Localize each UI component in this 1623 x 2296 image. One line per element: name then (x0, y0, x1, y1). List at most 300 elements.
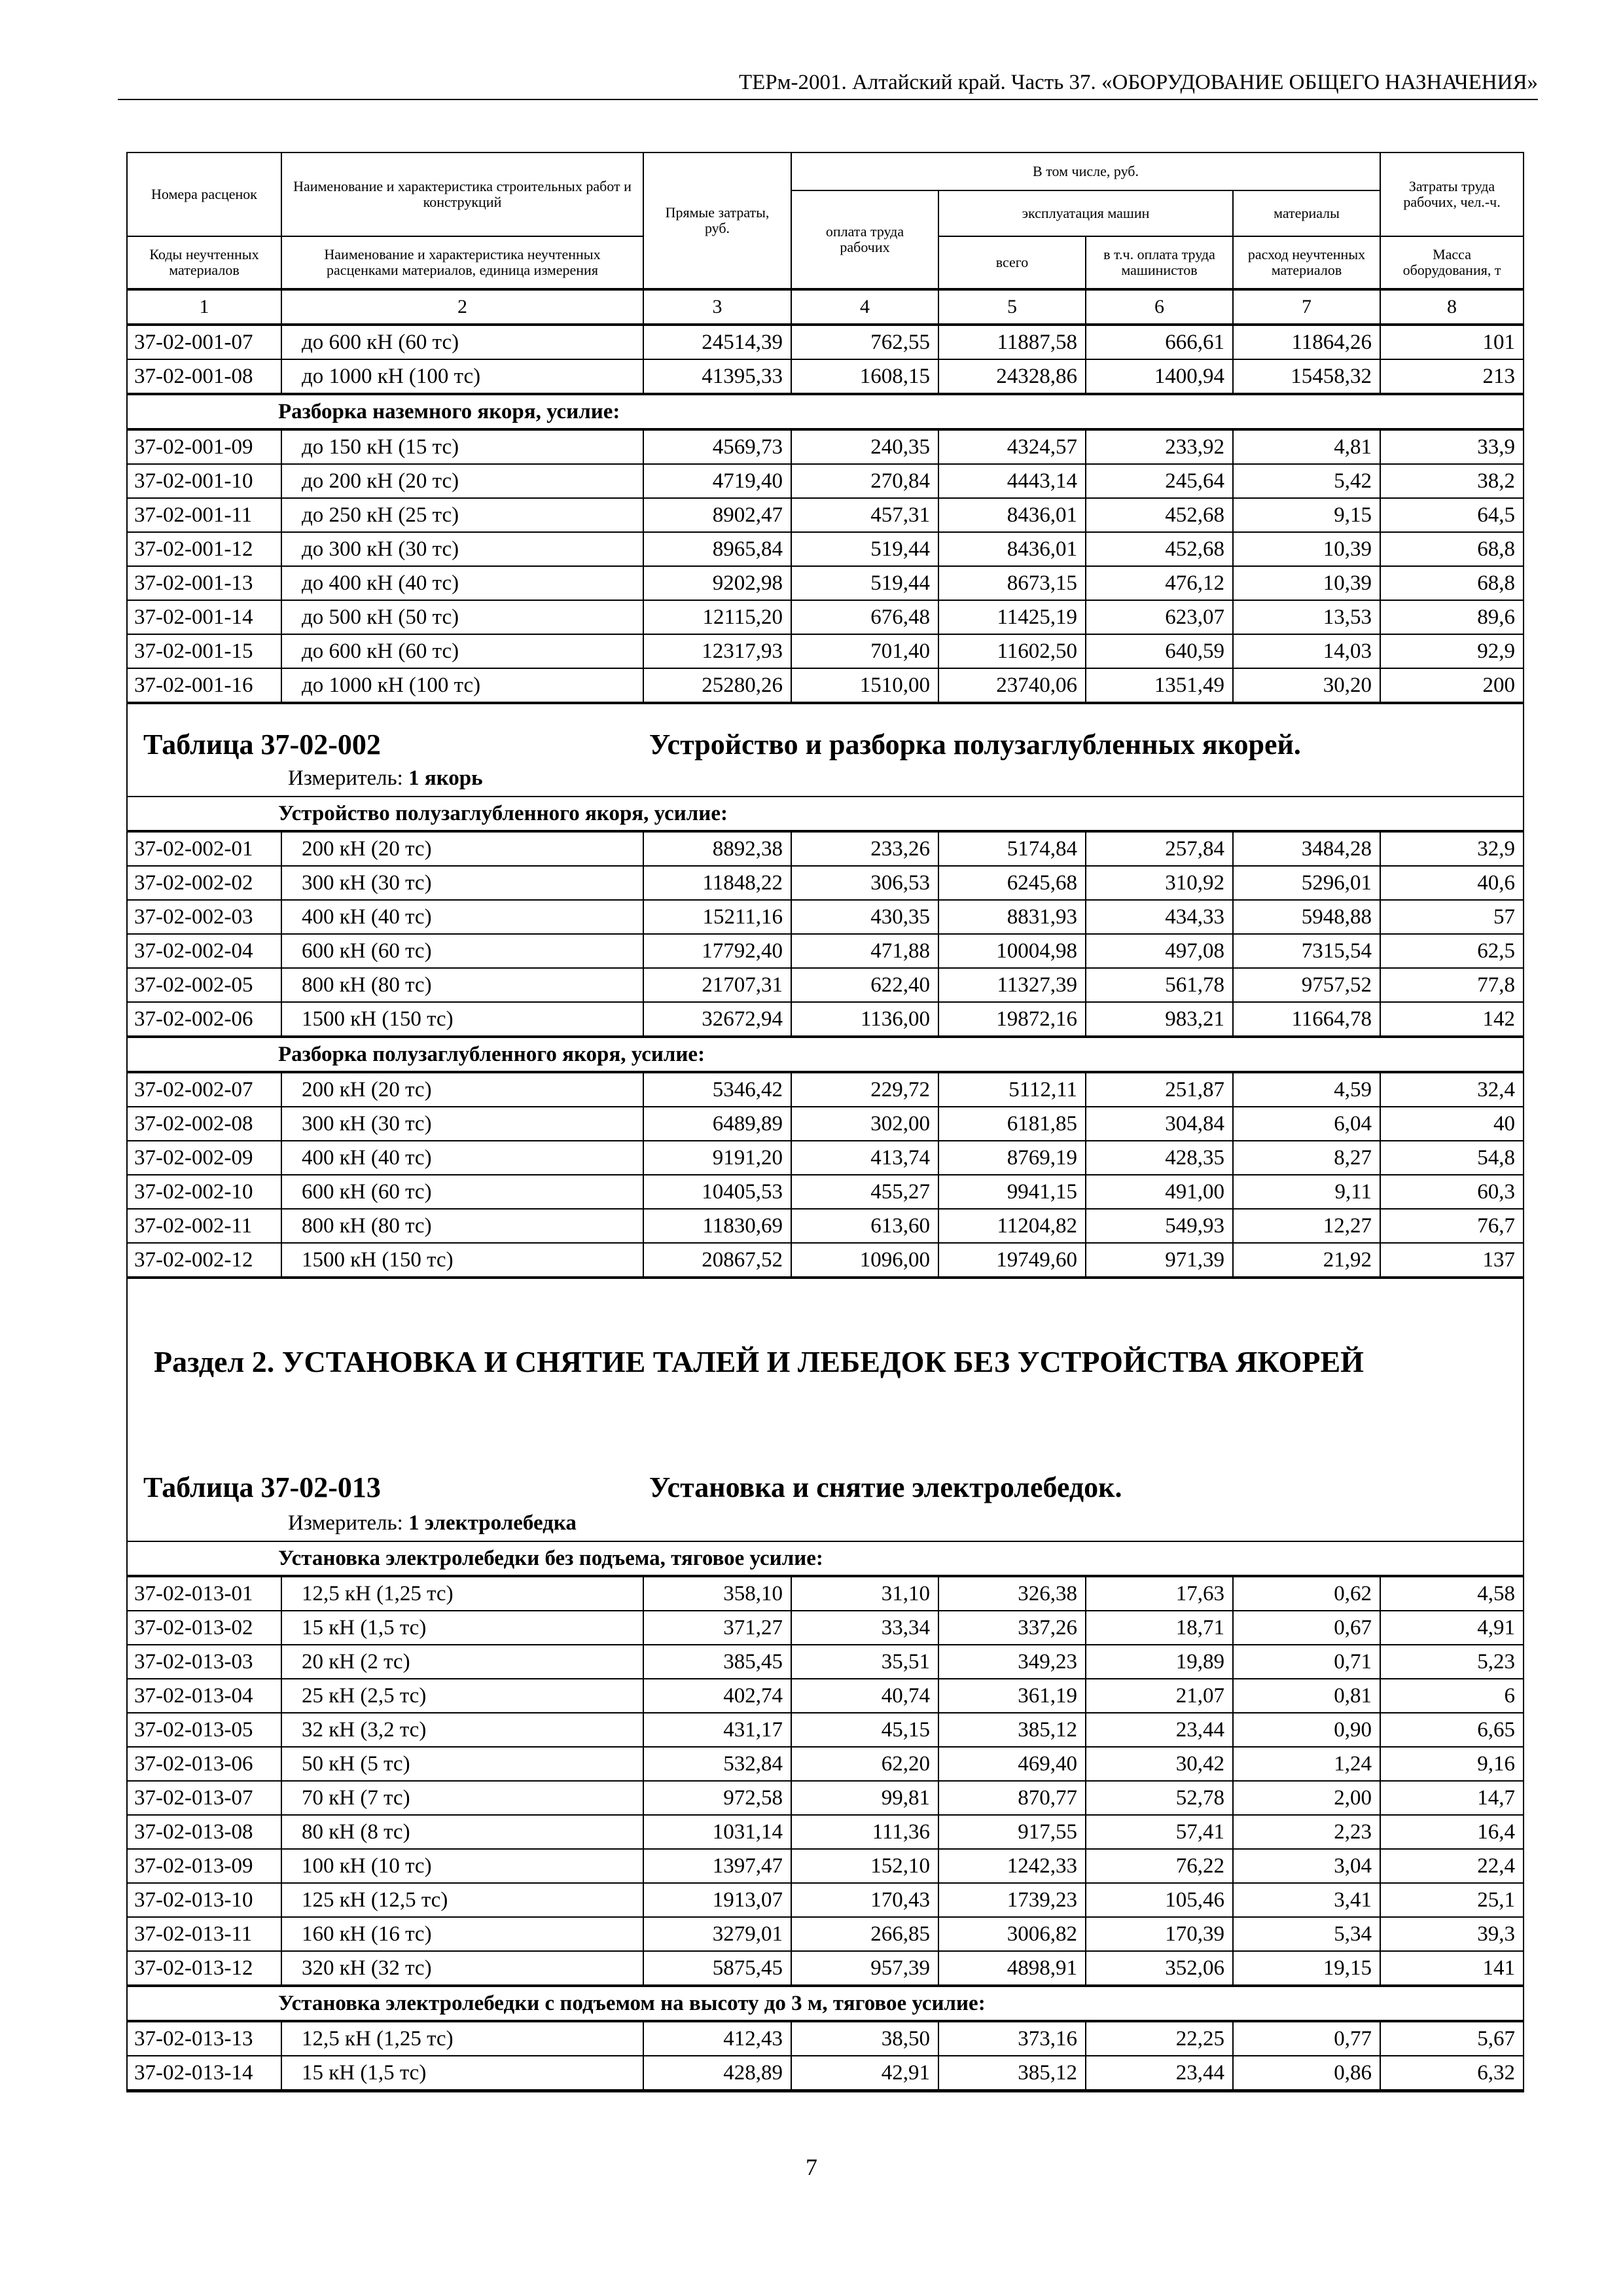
work-name: 12,5 кН (1,25 тс) (281, 1577, 643, 1611)
materials-cost: 8,27 (1233, 1141, 1380, 1175)
direct-costs: 1397,47 (643, 1849, 791, 1883)
table-row (128, 1781, 1523, 1815)
direct-costs: 1913,07 (643, 1883, 791, 1917)
col-rate-numbers: Номера расценок (128, 152, 281, 236)
col-including: В том числе, руб. (791, 152, 1380, 190)
rate-code: 37-02-002-08 (128, 1107, 281, 1141)
labor-pay: 613,60 (791, 1209, 938, 1243)
labor-hours: 32,4 (1380, 1073, 1523, 1107)
materials-cost: 4,81 (1233, 430, 1380, 464)
operators-pay: 476,12 (1086, 566, 1233, 600)
labor-pay: 240,35 (791, 430, 938, 464)
machines-total: 6181,85 (938, 1107, 1086, 1141)
col-direct-costs: Прямые затраты, руб. (643, 152, 791, 289)
operators-pay: 491,00 (1086, 1175, 1233, 1209)
work-name: до 1000 кН (100 тс) (281, 668, 643, 702)
labor-pay: 1136,00 (791, 1002, 938, 1036)
operators-pay: 1351,49 (1086, 668, 1233, 702)
materials-cost: 4,59 (1233, 1073, 1380, 1107)
direct-costs: 20867,52 (643, 1243, 791, 1277)
subheading: Установка электролебедки без подъема, тяговое усилие: (128, 1541, 1523, 1575)
materials-cost: 2,23 (1233, 1815, 1380, 1849)
labor-pay: 233,26 (791, 832, 938, 866)
direct-costs: 12317,93 (643, 634, 791, 668)
table-row (128, 1645, 1523, 1679)
machines-total: 11887,58 (938, 325, 1086, 359)
direct-costs: 1031,14 (643, 1815, 791, 1849)
labor-pay: 33,34 (791, 1611, 938, 1645)
labor-pay: 957,39 (791, 1951, 938, 1985)
operators-pay: 170,39 (1086, 1917, 1233, 1951)
rate-code: 37-02-013-06 (128, 1747, 281, 1781)
labor-hours: 40 (1380, 1107, 1523, 1141)
materials-cost: 11664,78 (1233, 1002, 1380, 1036)
labor-hours: 76,7 (1380, 1209, 1523, 1243)
direct-costs: 17792,40 (643, 934, 791, 968)
col-labor-hours: Затраты труда рабочих, чел.-ч. (1380, 152, 1523, 236)
col-number: 7 (1233, 290, 1380, 324)
operators-pay: 18,71 (1086, 1611, 1233, 1645)
labor-pay: 45,15 (791, 1713, 938, 1747)
table-row (128, 532, 1523, 566)
work-name: 70 кН (7 тс) (281, 1781, 643, 1815)
operators-pay: 452,68 (1086, 498, 1233, 532)
labor-hours: 16,4 (1380, 1815, 1523, 1849)
table-row (128, 968, 1523, 1002)
operators-pay: 23,44 (1086, 2056, 1233, 2090)
col-machines: эксплуатация машин (938, 190, 1233, 236)
subheading: Разборка наземного якоря, усилие: (128, 395, 1523, 429)
rate-code: 37-02-013-07 (128, 1781, 281, 1815)
rate-code: 37-02-013-09 (128, 1849, 281, 1883)
table-title-002 (128, 703, 1523, 763)
rate-code: 37-02-013-01 (128, 1577, 281, 1611)
col-number: 1 (128, 290, 281, 324)
direct-costs: 8892,38 (643, 832, 791, 866)
work-name: до 600 кН (60 тс) (281, 325, 643, 359)
direct-costs: 402,74 (643, 1679, 791, 1713)
direct-costs: 24514,39 (643, 325, 791, 359)
materials-cost: 0,71 (1233, 1645, 1380, 1679)
table-row (128, 430, 1523, 464)
labor-hours: 77,8 (1380, 968, 1523, 1002)
work-name: 600 кН (60 тс) (281, 934, 643, 968)
labor-pay: 306,53 (791, 866, 938, 900)
rate-code: 37-02-002-02 (128, 866, 281, 900)
direct-costs: 5875,45 (643, 1951, 791, 1985)
labor-hours: 4,91 (1380, 1611, 1523, 1645)
materials-cost: 0,86 (1233, 2056, 1380, 2090)
work-name: до 600 кН (60 тс) (281, 634, 643, 668)
machines-total: 385,12 (938, 2056, 1086, 2090)
direct-costs: 371,27 (643, 1611, 791, 1645)
rate-rows-002-b (128, 1072, 1523, 1278)
rate-rows-001-b (128, 429, 1523, 703)
materials-cost: 10,39 (1233, 532, 1380, 566)
labor-hours: 39,3 (1380, 1917, 1523, 1951)
subheading-row (128, 1037, 1523, 1072)
col-material-consumption: расход неучтенных материалов (1233, 236, 1380, 289)
materials-cost: 7315,54 (1233, 934, 1380, 968)
work-name: 1500 кН (150 тс) (281, 1243, 643, 1277)
col-number: 2 (281, 290, 643, 324)
rate-code: 37-02-013-04 (128, 1679, 281, 1713)
rate-code: 37-02-001-14 (128, 600, 281, 634)
labor-pay: 413,74 (791, 1141, 938, 1175)
labor-hours: 213 (1380, 359, 1523, 393)
col-equipment-mass: Масса оборудования, т (1380, 236, 1523, 289)
col-materials: материалы (1233, 190, 1380, 236)
machines-total: 3006,82 (938, 1917, 1086, 1951)
machines-total: 1242,33 (938, 1849, 1086, 1883)
subheading-row (128, 394, 1523, 429)
table-row (128, 866, 1523, 900)
rate-code: 37-02-002-07 (128, 1073, 281, 1107)
materials-cost: 9,11 (1233, 1175, 1380, 1209)
direct-costs: 21707,31 (643, 968, 791, 1002)
direct-costs: 8902,47 (643, 498, 791, 532)
col-number: 5 (938, 290, 1086, 324)
table-row (128, 600, 1523, 634)
work-name: до 200 кН (20 тс) (281, 464, 643, 498)
work-name: 800 кН (80 тс) (281, 1209, 643, 1243)
labor-hours: 5,67 (1380, 2022, 1523, 2056)
table-row (128, 325, 1523, 359)
labor-hours: 60,3 (1380, 1175, 1523, 1209)
table-row (128, 668, 1523, 702)
machines-total: 11204,82 (938, 1209, 1086, 1243)
work-name: до 300 кН (30 тс) (281, 532, 643, 566)
unit-label: Измеритель: (288, 766, 403, 790)
rate-code: 37-02-001-15 (128, 634, 281, 668)
table-id: Таблица 37-02-013 (143, 1471, 381, 1503)
materials-cost: 1,24 (1233, 1747, 1380, 1781)
labor-hours: 68,8 (1380, 532, 1523, 566)
direct-costs: 385,45 (643, 1645, 791, 1679)
direct-costs: 972,58 (643, 1781, 791, 1815)
machines-total: 9941,15 (938, 1175, 1086, 1209)
section-title: Раздел 2. УСТАНОВКА И СНЯТИЕ ТАЛЕЙ И ЛЕБЕДОК БЕЗ УСТРОЙСТВА ЯКОРЕЙ (154, 1345, 1364, 1378)
col-number: 4 (791, 290, 938, 324)
materials-cost: 0,77 (1233, 2022, 1380, 2056)
materials-cost: 13,53 (1233, 600, 1380, 634)
direct-costs: 11830,69 (643, 1209, 791, 1243)
labor-pay: 35,51 (791, 1645, 938, 1679)
materials-cost: 12,27 (1233, 1209, 1380, 1243)
labor-pay: 519,44 (791, 566, 938, 600)
machines-total: 361,19 (938, 1679, 1086, 1713)
operators-pay: 233,92 (1086, 430, 1233, 464)
page-number: 7 (806, 2154, 817, 2180)
machines-total: 373,16 (938, 2022, 1086, 2056)
materials-cost: 19,15 (1233, 1951, 1380, 1985)
operators-pay: 640,59 (1086, 634, 1233, 668)
labor-pay: 471,88 (791, 934, 938, 968)
work-name: 300 кН (30 тс) (281, 1107, 643, 1141)
rate-code: 37-02-002-10 (128, 1175, 281, 1209)
operators-pay: 19,89 (1086, 1645, 1233, 1679)
operators-pay: 30,42 (1086, 1747, 1233, 1781)
work-name: 100 кН (10 тс) (281, 1849, 643, 1883)
work-name: 20 кН (2 тс) (281, 1645, 643, 1679)
labor-hours: 14,7 (1380, 1781, 1523, 1815)
machines-total: 8831,93 (938, 900, 1086, 934)
labor-hours: 89,6 (1380, 600, 1523, 634)
direct-costs: 4719,40 (643, 464, 791, 498)
rate-code: 37-02-002-04 (128, 934, 281, 968)
rate-code: 37-02-013-13 (128, 2022, 281, 2056)
machines-total: 870,77 (938, 1781, 1086, 1815)
operators-pay: 497,08 (1086, 934, 1233, 968)
materials-cost: 9757,52 (1233, 968, 1380, 1002)
rate-rows-013-a (128, 1576, 1523, 1986)
machines-total: 8436,01 (938, 532, 1086, 566)
subheading-row (128, 796, 1523, 831)
labor-hours: 25,1 (1380, 1883, 1523, 1917)
machines-total: 23740,06 (938, 668, 1086, 702)
machines-total: 4443,14 (938, 464, 1086, 498)
operators-pay: 105,46 (1086, 1883, 1233, 1917)
labor-pay: 1096,00 (791, 1243, 938, 1277)
work-name: 200 кН (20 тс) (281, 1073, 643, 1107)
direct-costs: 428,89 (643, 2056, 791, 2090)
col-work-name: Наименование и характеристика строительных работ и конструкций (281, 152, 643, 236)
labor-pay: 266,85 (791, 1917, 938, 1951)
subheading: Установка электролебедки с подъемом на высоту до 3 м, тяговое усилие: (128, 1986, 1523, 2020)
table-row (128, 900, 1523, 934)
col-material-codes: Коды неучтенных материалов (128, 236, 281, 289)
materials-cost: 3,04 (1233, 1849, 1380, 1883)
subheading: Устройство полузаглубленного якоря, усилие: (128, 797, 1523, 831)
table-description: Устройство и разборка полузаглубленных якорей. (649, 728, 1301, 761)
operators-pay: 434,33 (1086, 900, 1233, 934)
operators-pay: 623,07 (1086, 600, 1233, 634)
work-name: 400 кН (40 тс) (281, 900, 643, 934)
labor-hours: 32,9 (1380, 832, 1523, 866)
operators-pay: 245,64 (1086, 464, 1233, 498)
materials-cost: 21,92 (1233, 1243, 1380, 1277)
direct-costs: 9191,20 (643, 1141, 791, 1175)
rate-code: 37-02-013-11 (128, 1917, 281, 1951)
table-row (128, 1107, 1523, 1141)
operators-pay: 22,25 (1086, 2022, 1233, 2056)
rate-code: 37-02-001-10 (128, 464, 281, 498)
labor-hours: 5,23 (1380, 1645, 1523, 1679)
labor-hours: 142 (1380, 1002, 1523, 1036)
labor-hours: 33,9 (1380, 430, 1523, 464)
table-row (128, 934, 1523, 968)
operators-pay: 452,68 (1086, 532, 1233, 566)
table-row (128, 498, 1523, 532)
machines-total: 5112,11 (938, 1073, 1086, 1107)
table-row (128, 1917, 1523, 1951)
labor-hours: 4,58 (1380, 1577, 1523, 1611)
labor-hours: 68,8 (1380, 566, 1523, 600)
col-number: 3 (643, 290, 791, 324)
rate-code: 37-02-002-11 (128, 1209, 281, 1243)
direct-costs: 9202,98 (643, 566, 791, 600)
direct-costs: 11848,22 (643, 866, 791, 900)
work-name: 1500 кН (150 тс) (281, 1002, 643, 1036)
materials-cost: 9,15 (1233, 498, 1380, 532)
unit-line (128, 1508, 1523, 1541)
machines-total: 4324,57 (938, 430, 1086, 464)
materials-cost: 3484,28 (1233, 832, 1380, 866)
subheading-row (128, 1986, 1523, 2021)
direct-costs: 532,84 (643, 1747, 791, 1781)
rate-code: 37-02-002-01 (128, 832, 281, 866)
col-number: 8 (1380, 290, 1523, 324)
table-row (128, 359, 1523, 393)
machines-total: 337,26 (938, 1611, 1086, 1645)
materials-cost: 5948,88 (1233, 900, 1380, 934)
labor-pay: 519,44 (791, 532, 938, 566)
rate-code: 37-02-002-06 (128, 1002, 281, 1036)
rate-code: 37-02-001-11 (128, 498, 281, 532)
labor-hours: 40,6 (1380, 866, 1523, 900)
labor-hours: 6,32 (1380, 2056, 1523, 2090)
direct-costs: 431,17 (643, 1713, 791, 1747)
table-row (128, 1849, 1523, 1883)
labor-pay: 38,50 (791, 2022, 938, 2056)
rate-code: 37-02-002-05 (128, 968, 281, 1002)
subheading-row (128, 1541, 1523, 1576)
machines-total: 8769,19 (938, 1141, 1086, 1175)
machines-total: 326,38 (938, 1577, 1086, 1611)
section-heading (128, 1278, 1523, 1446)
operators-pay: 666,61 (1086, 325, 1233, 359)
machines-total: 349,23 (938, 1645, 1086, 1679)
rate-code: 37-02-013-08 (128, 1815, 281, 1849)
materials-cost: 0,62 (1233, 1577, 1380, 1611)
work-name: 32 кН (3,2 тс) (281, 1713, 643, 1747)
rate-code: 37-02-002-03 (128, 900, 281, 934)
materials-cost: 15458,32 (1233, 359, 1380, 393)
operators-pay: 310,92 (1086, 866, 1233, 900)
rate-code: 37-02-001-07 (128, 325, 281, 359)
labor-pay: 430,35 (791, 900, 938, 934)
table-row (128, 832, 1523, 866)
table-row (128, 464, 1523, 498)
direct-costs: 358,10 (643, 1577, 791, 1611)
labor-hours: 62,5 (1380, 934, 1523, 968)
labor-hours: 54,8 (1380, 1141, 1523, 1175)
work-name: 800 кН (80 тс) (281, 968, 643, 1002)
table-row (128, 1679, 1523, 1713)
direct-costs: 15211,16 (643, 900, 791, 934)
materials-cost: 0,90 (1233, 1713, 1380, 1747)
machines-total: 19749,60 (938, 1243, 1086, 1277)
work-name: до 250 кН (25 тс) (281, 498, 643, 532)
work-name: 25 кН (2,5 тс) (281, 1679, 643, 1713)
table-row (128, 1815, 1523, 1849)
col-number: 6 (1086, 290, 1233, 324)
labor-pay: 42,91 (791, 2056, 938, 2090)
subheading: Разборка полузаглубленного якоря, усилие: (128, 1037, 1523, 1071)
materials-cost: 6,04 (1233, 1107, 1380, 1141)
rate-code: 37-02-002-09 (128, 1141, 281, 1175)
operators-pay: 52,78 (1086, 1781, 1233, 1815)
table-row (128, 1002, 1523, 1036)
machines-total: 6245,68 (938, 866, 1086, 900)
rate-code: 37-02-001-09 (128, 430, 281, 464)
materials-cost: 5,42 (1233, 464, 1380, 498)
direct-costs: 12115,20 (643, 600, 791, 634)
operators-pay: 17,63 (1086, 1577, 1233, 1611)
operators-pay: 304,84 (1086, 1107, 1233, 1141)
rate-code: 37-02-013-02 (128, 1611, 281, 1645)
work-name: 80 кН (8 тс) (281, 1815, 643, 1849)
work-name: 160 кН (16 тс) (281, 1917, 643, 1951)
labor-hours: 57 (1380, 900, 1523, 934)
materials-cost: 30,20 (1233, 668, 1380, 702)
operators-pay: 971,39 (1086, 1243, 1233, 1277)
operators-pay: 549,93 (1086, 1209, 1233, 1243)
labor-hours: 101 (1380, 325, 1523, 359)
work-name: 600 кН (60 тс) (281, 1175, 643, 1209)
operators-pay: 251,87 (1086, 1073, 1233, 1107)
rate-code: 37-02-002-12 (128, 1243, 281, 1277)
work-name: 125 кН (12,5 тс) (281, 1883, 643, 1917)
machines-total: 11327,39 (938, 968, 1086, 1002)
work-name: 400 кН (40 тс) (281, 1141, 643, 1175)
table-row (128, 1209, 1523, 1243)
direct-costs: 8965,84 (643, 532, 791, 566)
labor-pay: 676,48 (791, 600, 938, 634)
price-document (126, 152, 1524, 2092)
labor-pay: 31,10 (791, 1577, 938, 1611)
direct-costs: 25280,26 (643, 668, 791, 702)
direct-costs: 4569,73 (643, 430, 791, 464)
table-row (128, 1713, 1523, 1747)
unit-line (128, 763, 1523, 796)
machines-total: 8436,01 (938, 498, 1086, 532)
direct-costs: 3279,01 (643, 1917, 791, 1951)
labor-pay: 99,81 (791, 1781, 938, 1815)
materials-cost: 0,81 (1233, 1679, 1380, 1713)
rate-code: 37-02-001-12 (128, 532, 281, 566)
labor-pay: 701,40 (791, 634, 938, 668)
labor-pay: 270,84 (791, 464, 938, 498)
rate-rows-013-b (128, 2021, 1523, 2090)
operators-pay: 352,06 (1086, 1951, 1233, 1985)
col-operators-pay: в т.ч. оплата труда машинистов (1086, 236, 1233, 289)
labor-pay: 111,36 (791, 1815, 938, 1849)
work-name: до 150 кН (15 тс) (281, 430, 643, 464)
rate-code: 37-02-001-13 (128, 566, 281, 600)
operators-pay: 561,78 (1086, 968, 1233, 1002)
labor-pay: 62,20 (791, 1747, 938, 1781)
operators-pay: 76,22 (1086, 1849, 1233, 1883)
labor-hours: 141 (1380, 1951, 1523, 1985)
labor-pay: 1608,15 (791, 359, 938, 393)
labor-pay: 1510,00 (791, 668, 938, 702)
table-row (128, 1577, 1523, 1611)
work-name: 300 кН (30 тс) (281, 866, 643, 900)
labor-pay: 455,27 (791, 1175, 938, 1209)
labor-hours: 9,16 (1380, 1747, 1523, 1781)
operators-pay: 57,41 (1086, 1815, 1233, 1849)
table-row (128, 1747, 1523, 1781)
running-header: ТЕРм-2001. Алтайский край. Часть 37. «ОБОРУДОВАНИЕ ОБЩЕГО НАЗНАЧЕНИЯ» (118, 71, 1538, 100)
table-row (128, 1243, 1523, 1277)
table-row (128, 1175, 1523, 1209)
table-row (128, 1141, 1523, 1175)
table-row (128, 566, 1523, 600)
labor-pay: 40,74 (791, 1679, 938, 1713)
unit-value: 1 якорь (408, 766, 483, 790)
table-row (128, 2056, 1523, 2090)
